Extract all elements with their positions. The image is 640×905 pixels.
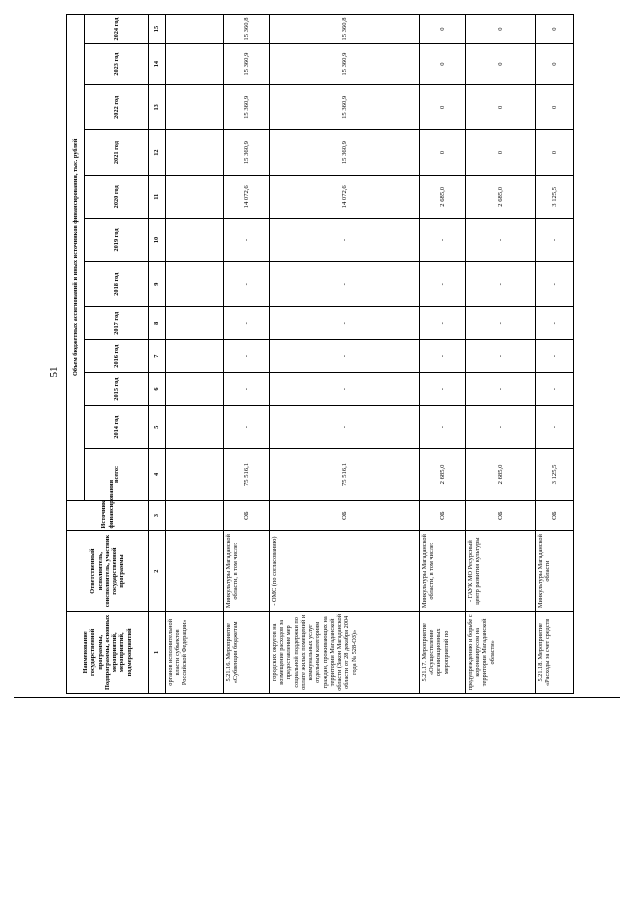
cell-year-value: -	[420, 262, 466, 307]
index-cell: 9	[149, 262, 166, 307]
cell-year-value: 0	[536, 85, 574, 130]
cell-year-value: -	[270, 373, 420, 406]
index-cell: 2	[149, 531, 166, 611]
financing-table	[66, 14, 574, 694]
cell-year-value: 14 072,6	[224, 175, 270, 218]
cell-year-value: -	[224, 373, 270, 406]
cell-year-value	[166, 406, 224, 449]
cell-executor: Минкультуры Магаданской области, в том числе:	[224, 531, 270, 611]
header-year: 2015 год	[85, 373, 149, 406]
cell-name: 5.21.18. Мероприятие «Расходы за счет средств	[536, 611, 574, 693]
cell-year-value: 0	[420, 85, 466, 130]
cell-total: 3 125,5	[536, 449, 574, 500]
cell-year-value: 0	[466, 15, 536, 44]
cell-year-value: 15 360,8	[270, 15, 420, 44]
index-cell: 14	[149, 44, 166, 85]
cell-source: ОБ	[466, 500, 536, 531]
cell-source: ОБ	[224, 500, 270, 531]
header-year: 2014 год	[85, 406, 149, 449]
index-cell: 1	[149, 611, 166, 693]
cell-year-value: -	[466, 307, 536, 340]
header-total: всего:	[85, 449, 149, 500]
cell-year-value	[166, 130, 224, 175]
cell-year-value: -	[536, 340, 574, 373]
cell-year-value	[166, 44, 224, 85]
cell-year-value: 15 360,9	[270, 130, 420, 175]
table-row	[224, 15, 270, 694]
cell-year-value: -	[466, 406, 536, 449]
index-cell: 15	[149, 15, 166, 44]
cell-executor: Минкультуры Магаданской области, в том числе:	[420, 531, 466, 611]
index-cell: 11	[149, 175, 166, 218]
cell-source: ОБ	[420, 500, 466, 531]
cell-year-value: 0	[420, 15, 466, 44]
cell-total: 2 685,0	[466, 449, 536, 500]
cell-year-value: -	[536, 406, 574, 449]
table-row	[270, 15, 420, 694]
table-row	[536, 15, 574, 694]
header-year: 2024 год	[85, 15, 149, 44]
cell-year-value: 15 360,9	[270, 85, 420, 130]
cell-year-value: 15 360,9	[270, 44, 420, 85]
header-volume: Объем бюджетных ассигнований и иных источников финансирования, тыс. рублей	[67, 15, 85, 501]
cell-year-value	[166, 175, 224, 218]
cell-year-value: -	[224, 307, 270, 340]
cell-year-value: 15 360,8	[224, 15, 270, 44]
header-year: 2017 год	[85, 307, 149, 340]
cell-year-value: -	[466, 373, 536, 406]
rotated-table-frame	[66, 14, 556, 694]
cell-year-value: 0	[536, 130, 574, 175]
cell-year-value: 0	[420, 44, 466, 85]
cell-source	[166, 500, 224, 531]
index-cell: 7	[149, 340, 166, 373]
index-cell: 6	[149, 373, 166, 406]
cell-year-value: -	[420, 307, 466, 340]
cell-total: 75 516,1	[224, 449, 270, 500]
cell-source: ОБ	[536, 500, 574, 531]
cell-executor	[166, 531, 224, 611]
header-year: 2022 год	[85, 85, 149, 130]
index-cell: 10	[149, 218, 166, 261]
cell-total: 2 685,0	[420, 449, 466, 500]
cell-executor: - ОМС (по согласованию)	[270, 531, 420, 611]
cell-year-value: 0	[420, 130, 466, 175]
index-cell: 5	[149, 406, 166, 449]
cell-year-value: -	[466, 262, 536, 307]
cell-year-value: 2 685,0	[420, 175, 466, 218]
cell-year-value: -	[420, 218, 466, 261]
cell-year-value: -	[536, 218, 574, 261]
cell-year-value	[166, 340, 224, 373]
cell-year-value: -	[224, 406, 270, 449]
cell-year-value: -	[270, 406, 420, 449]
cell-year-value	[166, 85, 224, 130]
cell-year-value: -	[420, 406, 466, 449]
cell-year-value: -	[270, 218, 420, 261]
cell-year-value: 2 685,0	[466, 175, 536, 218]
header-name: Наименование государственной программы, Подпрограммы, основных мероприятий, мероприятий, подмероприятий	[67, 611, 149, 693]
cell-year-value: -	[224, 262, 270, 307]
cell-year-value: -	[224, 340, 270, 373]
cell-year-value: -	[270, 262, 420, 307]
cell-year-value: 3 125,5	[536, 175, 574, 218]
cell-year-value: 0	[466, 85, 536, 130]
index-cell: 12	[149, 130, 166, 175]
cell-year-value: 0	[536, 44, 574, 85]
cell-executor: - ГАУК МО Ресурсный центр развития культуры	[466, 531, 536, 611]
cell-name: городских округов на возмещение расходов за предоставление мер социальной поддержки по оплате жилых помещений и коммунальных услуг отдельным категориям граждан, проживающих на территории Магаданской области (Закон Магаданской области от 28 декабря 2004 года № 528-ОЗ)»	[270, 611, 420, 693]
cell-year-value: 14 072,6	[270, 175, 420, 218]
cell-year-value: 0	[536, 15, 574, 44]
cell-executor: Минкультуры Магаданской области	[536, 531, 574, 611]
cell-year-value: 0	[466, 44, 536, 85]
cell-name: 5.21.16. Мероприятие «Субвенции бюджетам	[224, 611, 270, 693]
index-row	[149, 15, 166, 694]
cell-year-value	[166, 307, 224, 340]
cell-name: 5.21.17. Мероприятие «Осуществление организационных мероприятий по	[420, 611, 466, 693]
cell-year-value	[166, 218, 224, 261]
table-row	[466, 15, 536, 694]
cell-year-value	[166, 262, 224, 307]
rotated-table-wrapper	[66, 14, 556, 694]
cell-total	[166, 449, 224, 500]
cell-year-value: -	[536, 373, 574, 406]
cell-year-value: 15 360,9	[224, 85, 270, 130]
cell-year-value	[166, 373, 224, 406]
cell-name: предупреждению и борьбе с коронавирусом на территории Магаданской области»	[466, 611, 536, 693]
table-row	[166, 15, 224, 694]
table-row	[420, 15, 466, 694]
cell-year-value: 15 360,9	[224, 44, 270, 85]
cell-year-value: -	[536, 262, 574, 307]
cell-name: органов исполнительной власти субъектов Российской Федерации»	[166, 611, 224, 693]
cell-year-value: 0	[466, 130, 536, 175]
cell-year-value: -	[270, 307, 420, 340]
index-cell: 4	[149, 449, 166, 500]
cell-year-value: -	[420, 373, 466, 406]
header-year: 2023 год	[85, 44, 149, 85]
cell-year-value: -	[466, 340, 536, 373]
header-year: 2016 год	[85, 340, 149, 373]
header-year: 2018 год	[85, 262, 149, 307]
header-executor: Ответственный исполнитель, соисполнитель, участник государственной программы	[67, 531, 149, 611]
header-year: 2020 год	[85, 175, 149, 218]
index-cell: 8	[149, 307, 166, 340]
cell-year-value: 15 360,9	[224, 130, 270, 175]
cell-total: 75 516,1	[270, 449, 420, 500]
index-cell: 3	[149, 500, 166, 531]
cell-year-value: -	[536, 307, 574, 340]
page-rule	[14, 697, 620, 698]
header-source: Источник финансирования	[67, 500, 149, 531]
cell-year-value: -	[270, 340, 420, 373]
cell-year-value: -	[224, 218, 270, 261]
cell-year-value: -	[420, 340, 466, 373]
header-year: 2019 год	[85, 218, 149, 261]
index-cell: 13	[149, 85, 166, 130]
cell-year-value: -	[466, 218, 536, 261]
page-number: 51	[48, 366, 60, 378]
cell-year-value	[166, 15, 224, 44]
header-year: 2021 год	[85, 130, 149, 175]
cell-source: ОБ	[270, 500, 420, 531]
